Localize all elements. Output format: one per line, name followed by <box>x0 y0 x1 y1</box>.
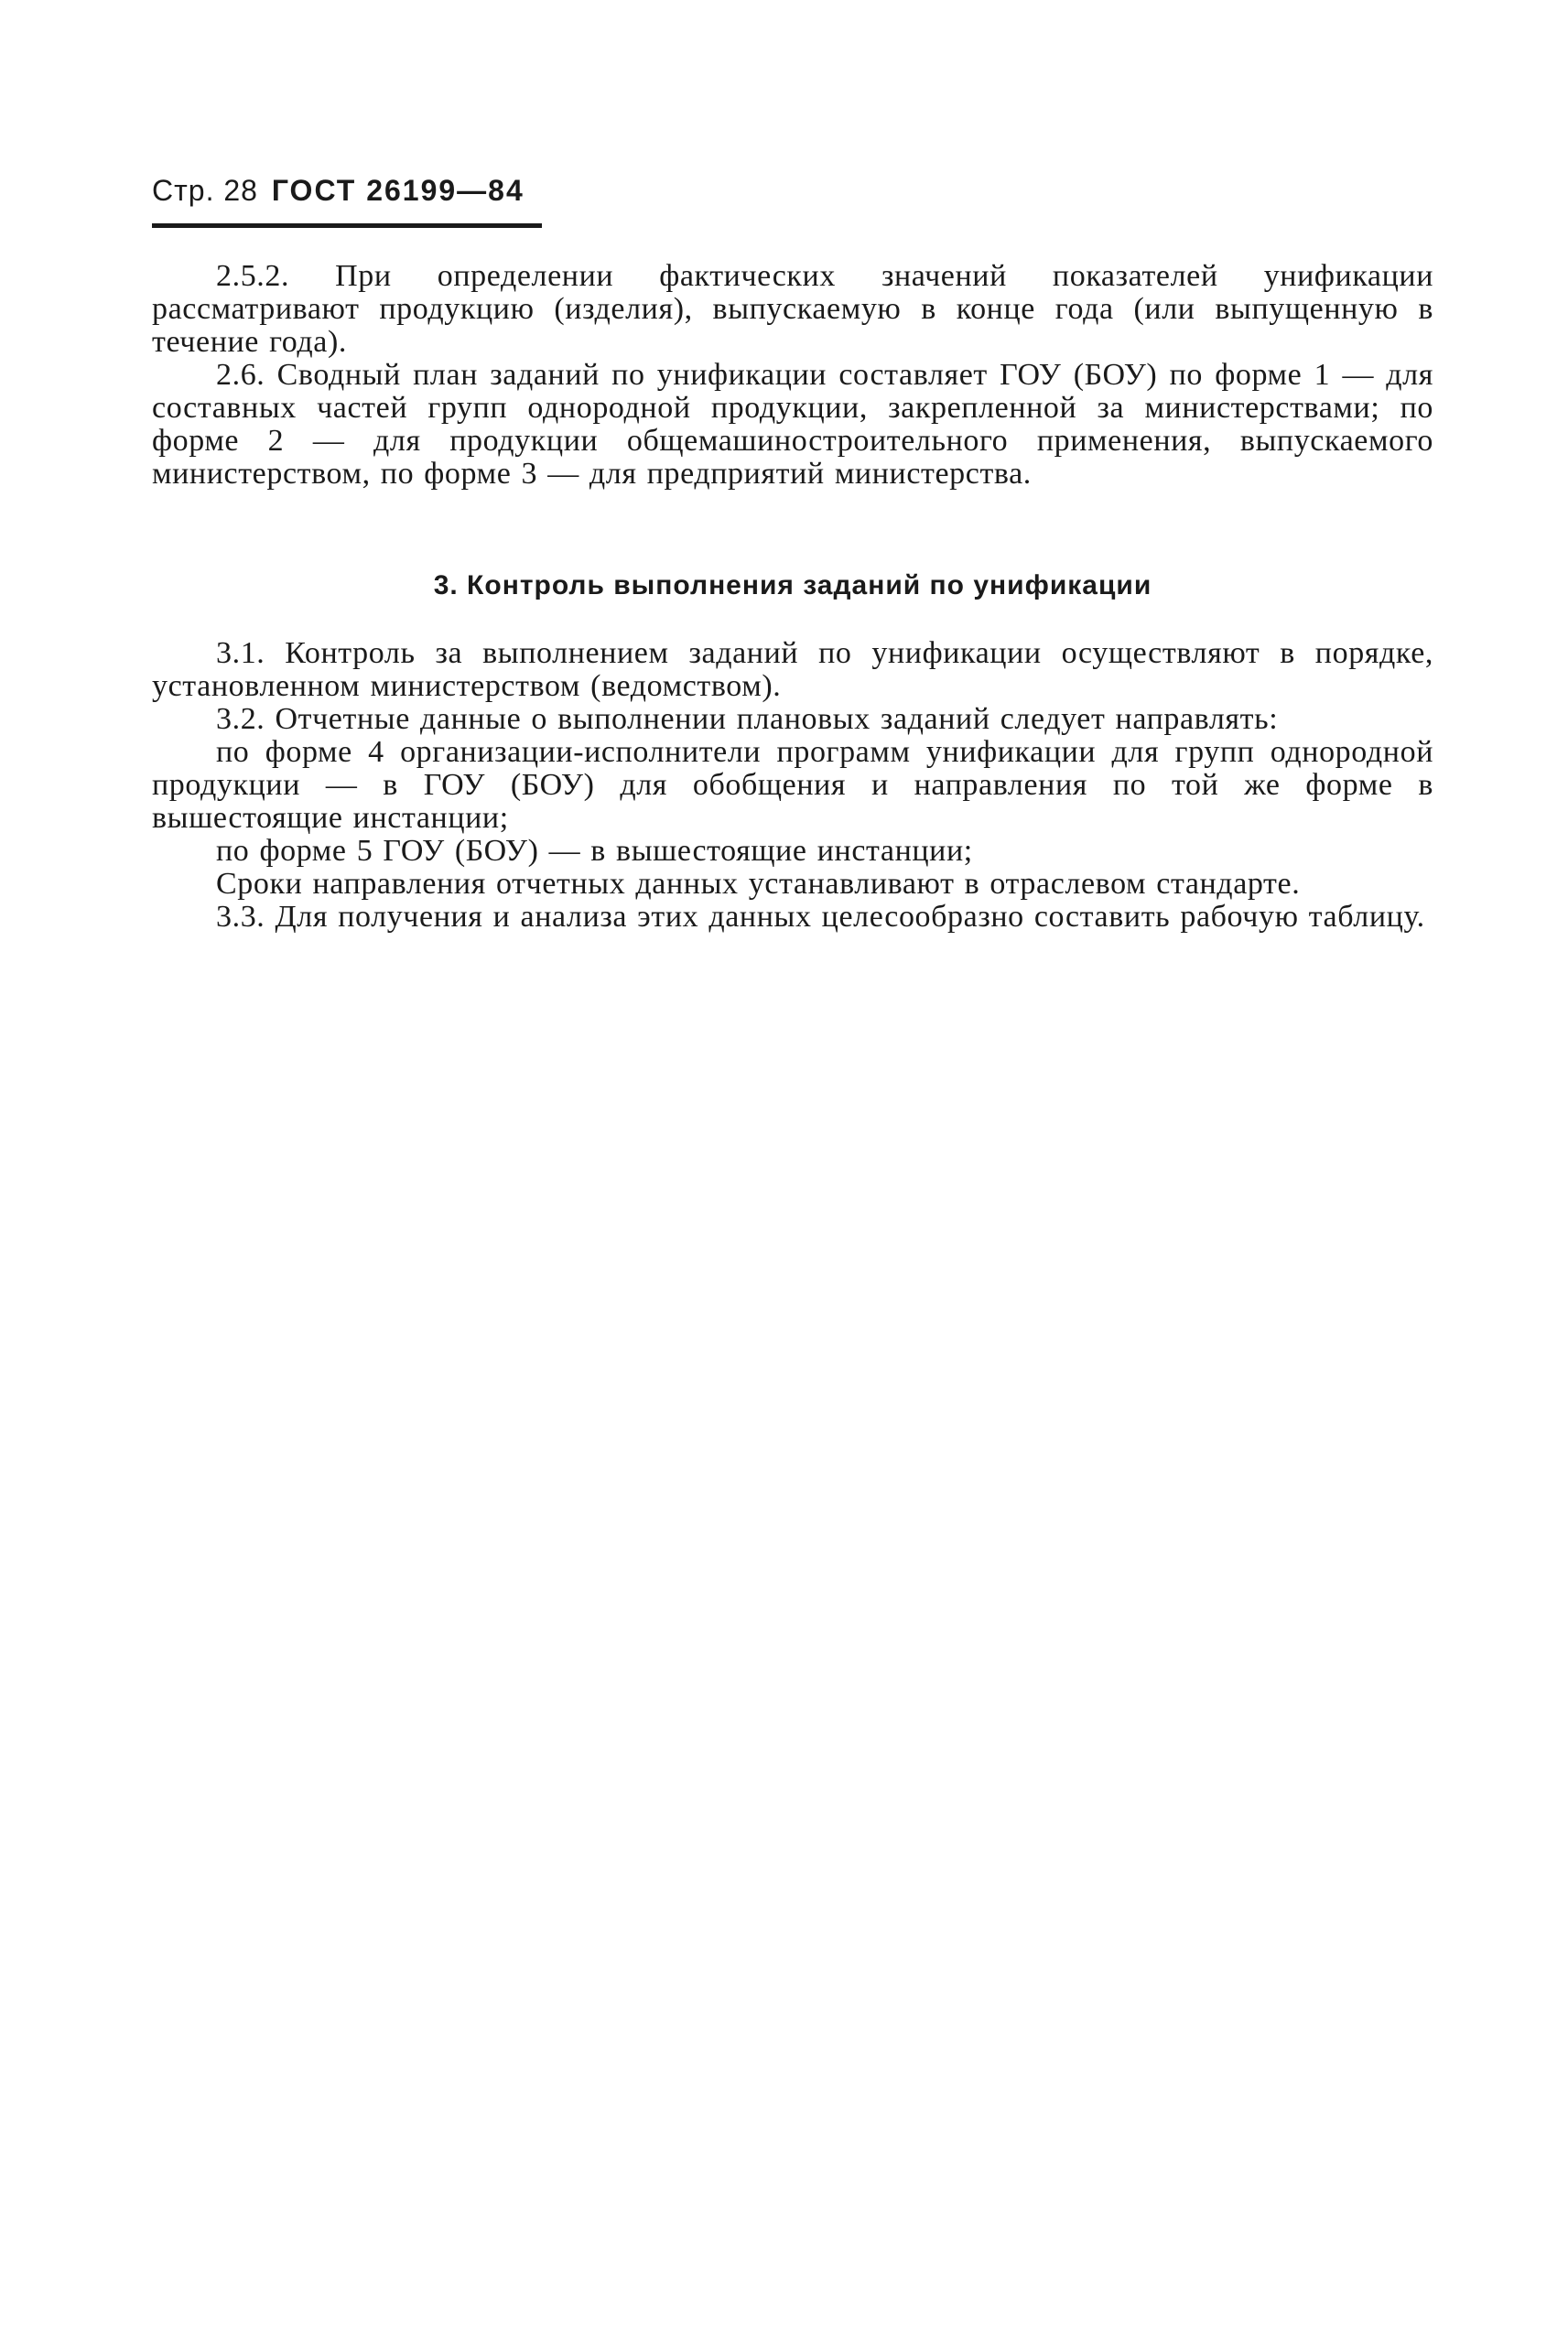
paragraph-2-6: 2.6. Сводный план заданий по унификации составляет ГОУ (БОУ) по форме 1 — для составных частей групп однородной продукции, закрепленной за министерствами; по форме 2 — для продукции общемашиностроительного применения, выпускаемого министерством, по форме 3 — для предприятий министерства. <box>152 358 1433 491</box>
paragraph-3-2: 3.2. Отчетные данные о выполнении плановых заданий следует направлять: <box>216 702 1279 736</box>
header-rule <box>152 223 542 228</box>
page-number: Стр. 28 <box>152 174 258 207</box>
text-block-top <box>152 260 1433 491</box>
paragraph-deadlines: Сроки направления отчетных данных устанавливают в отраслевом стандарте. <box>216 867 1301 901</box>
paragraph-form-4: по форме 4 организации-исполнители программ унификации для групп однородной продукции — в ГОУ (БОУ) для обобщения и направления по той же форме в вышестоящие инстанции; <box>152 735 1433 835</box>
paragraph-form-5: по форме 5 ГОУ (БОУ) — в вышестоящие инстанции; <box>216 834 973 868</box>
paragraph-3-3: 3.3. Для получения и анализа этих данных целесообразно составить рабочую таблицу. <box>216 900 1425 934</box>
paragraph-2-5-2: 2.5.2. При определении фактических значений показателей унификации рассматривают продукцию (изделия), выпускаемую в конце года (или выпущенную в течение года). <box>152 259 1433 359</box>
page-header <box>152 172 524 209</box>
standard-designation: ГОСТ 26199—84 <box>271 174 524 207</box>
text-block-section-3 <box>152 637 1433 934</box>
section-title: 3. Контроль выполнения заданий по унификации <box>433 570 1152 600</box>
paragraph-3-1: 3.1. Контроль за выполнением заданий по унификации осуществляют в порядке, установленном министерством (ведомством). <box>152 636 1433 703</box>
